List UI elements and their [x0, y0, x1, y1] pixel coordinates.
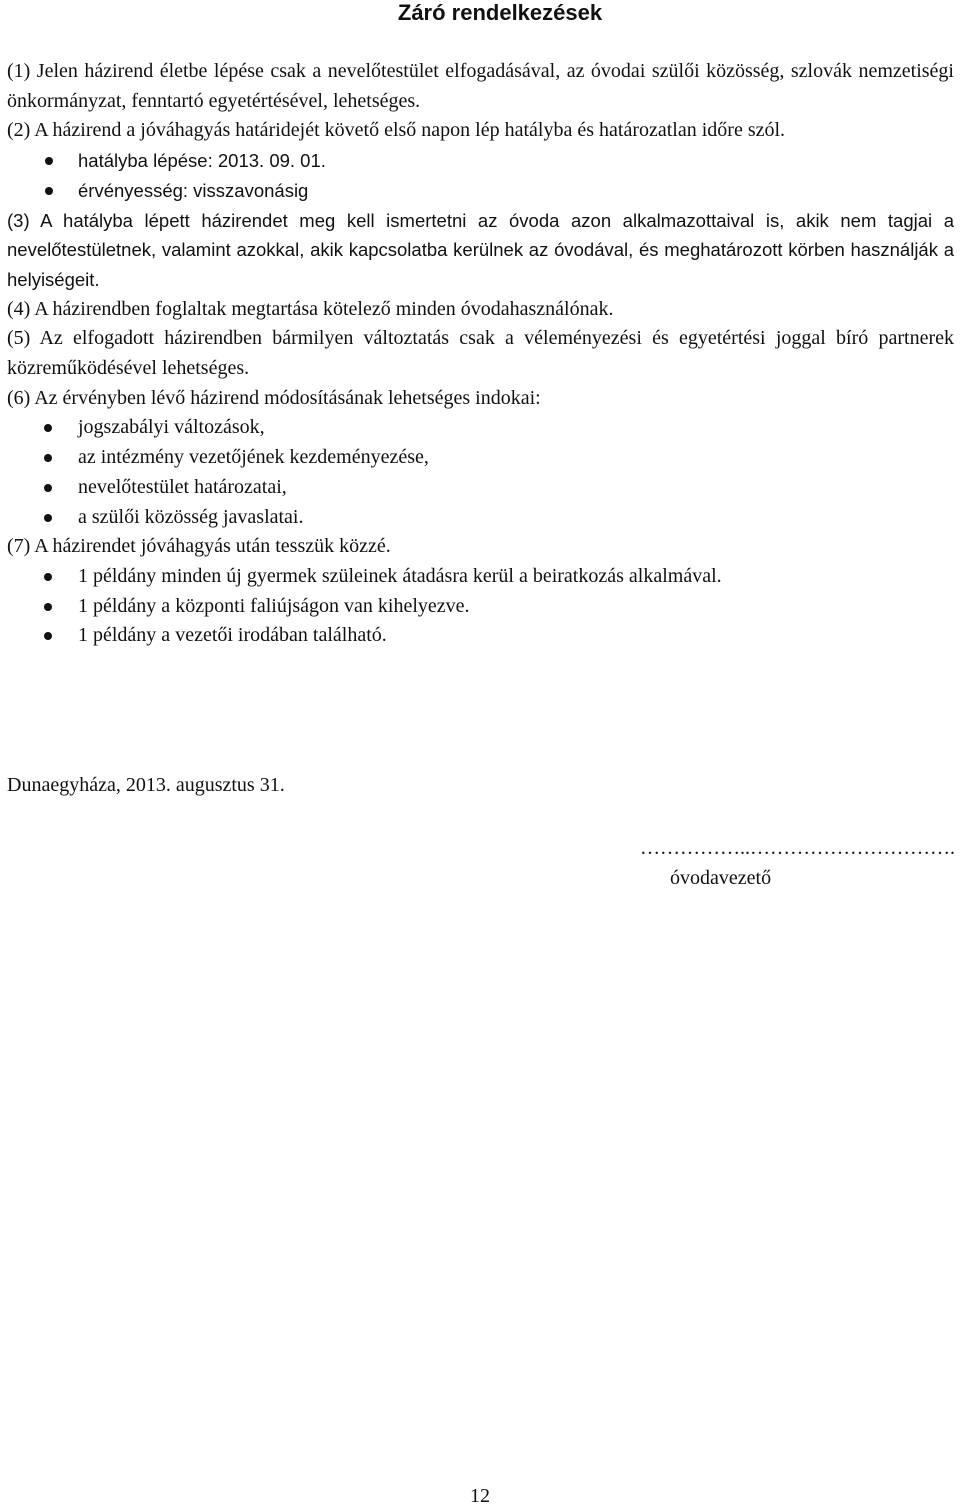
signature-label: óvodavezető — [670, 867, 772, 889]
effective-date-list — [7, 146, 954, 205]
paragraph-3: (3) A hatályba lépett házirendet meg kell ismertetni az óvoda azon alkalmazottaival is, akik nem tagjai a nevelőtestületnek, valamint azokkal, akik kapcsolatba kerülnek az óvodával, és meghatározott körben használják a helyiségeit. — [7, 209, 954, 290]
bullet-icon — [44, 573, 52, 581]
bullet-icon — [44, 484, 52, 492]
bullet-icon — [45, 157, 53, 165]
paragraph-6: (6) Az érvényben lévő házirend módosításának lehetséges indokai: — [7, 386, 541, 409]
list-item — [7, 592, 954, 622]
list-item — [7, 562, 954, 592]
paragraph-7: (7) A házirendet jóváhagyás után tesszük közzé. — [7, 535, 391, 558]
paragraph-1: (1) Jelen házirend életbe lépése csak a nevelőtestület elfogadásával, az óvodai szülői közösség, szlovák nemzetiségi önkormányzat, fenntartó egyetértésével, lehetséges. — [7, 60, 954, 112]
list-item — [7, 443, 954, 473]
bullet-icon — [44, 424, 52, 432]
list-item-text: jogszabályi változások, — [78, 416, 265, 439]
list-item-text: érvényesség: visszavonásig — [78, 179, 309, 201]
document-body — [7, 57, 954, 651]
section-title: Záró rendelkezések — [397, 0, 603, 25]
list-item-text: az intézmény vezetőjének kezdeményezése, — [78, 446, 429, 469]
bullet-icon — [44, 632, 52, 640]
list-item — [7, 413, 954, 443]
list-item — [7, 176, 954, 206]
list-item-text: 1 példány a vezetői irodában található. — [78, 624, 387, 647]
list-item-text: a szülői közösség javaslatai. — [78, 505, 304, 528]
list-item-text: nevelőtestület határozatai, — [78, 475, 287, 498]
paragraph-4: (4) A házirendben foglaltak megtartása kötelező minden óvodahasználónak. — [7, 297, 614, 320]
page-number: 12 — [470, 1485, 490, 1507]
paragraph-2: (2) A házirend a jóváhagyás határidejét követő első napon lép hatályba és határozatlan időre szól. — [7, 119, 786, 142]
list-item — [7, 473, 954, 503]
list-item-text: 1 példány a központi faliújságon van kihelyezve. — [78, 594, 470, 617]
bullet-icon — [44, 603, 52, 611]
list-item — [7, 503, 954, 533]
list-item — [7, 146, 954, 176]
list-item-text: hatályba lépése: 2013. 09. 01. — [78, 150, 326, 172]
bullet-icon — [44, 514, 52, 522]
paragraph-5: (5) Az elfogadott házirendben bármilyen változtatás csak a véleményezési és egyetértési joggal bíró partnerek közreműködésével lehetséges. — [7, 327, 954, 380]
list-item — [7, 621, 954, 651]
signature-block — [640, 833, 960, 893]
publication-list — [7, 562, 954, 651]
bullet-icon — [45, 187, 53, 195]
bullet-icon — [44, 454, 52, 462]
list-item-text: 1 példány minden új gyermek szüleinek átadásra kerül a beiratkozás alkalmával. — [78, 564, 722, 587]
signature-line: ……………..…………………………. — [640, 837, 955, 859]
place-and-date: Dunaegyháza, 2013. augusztus 31. — [7, 774, 285, 796]
modification-reasons-list — [7, 413, 954, 532]
